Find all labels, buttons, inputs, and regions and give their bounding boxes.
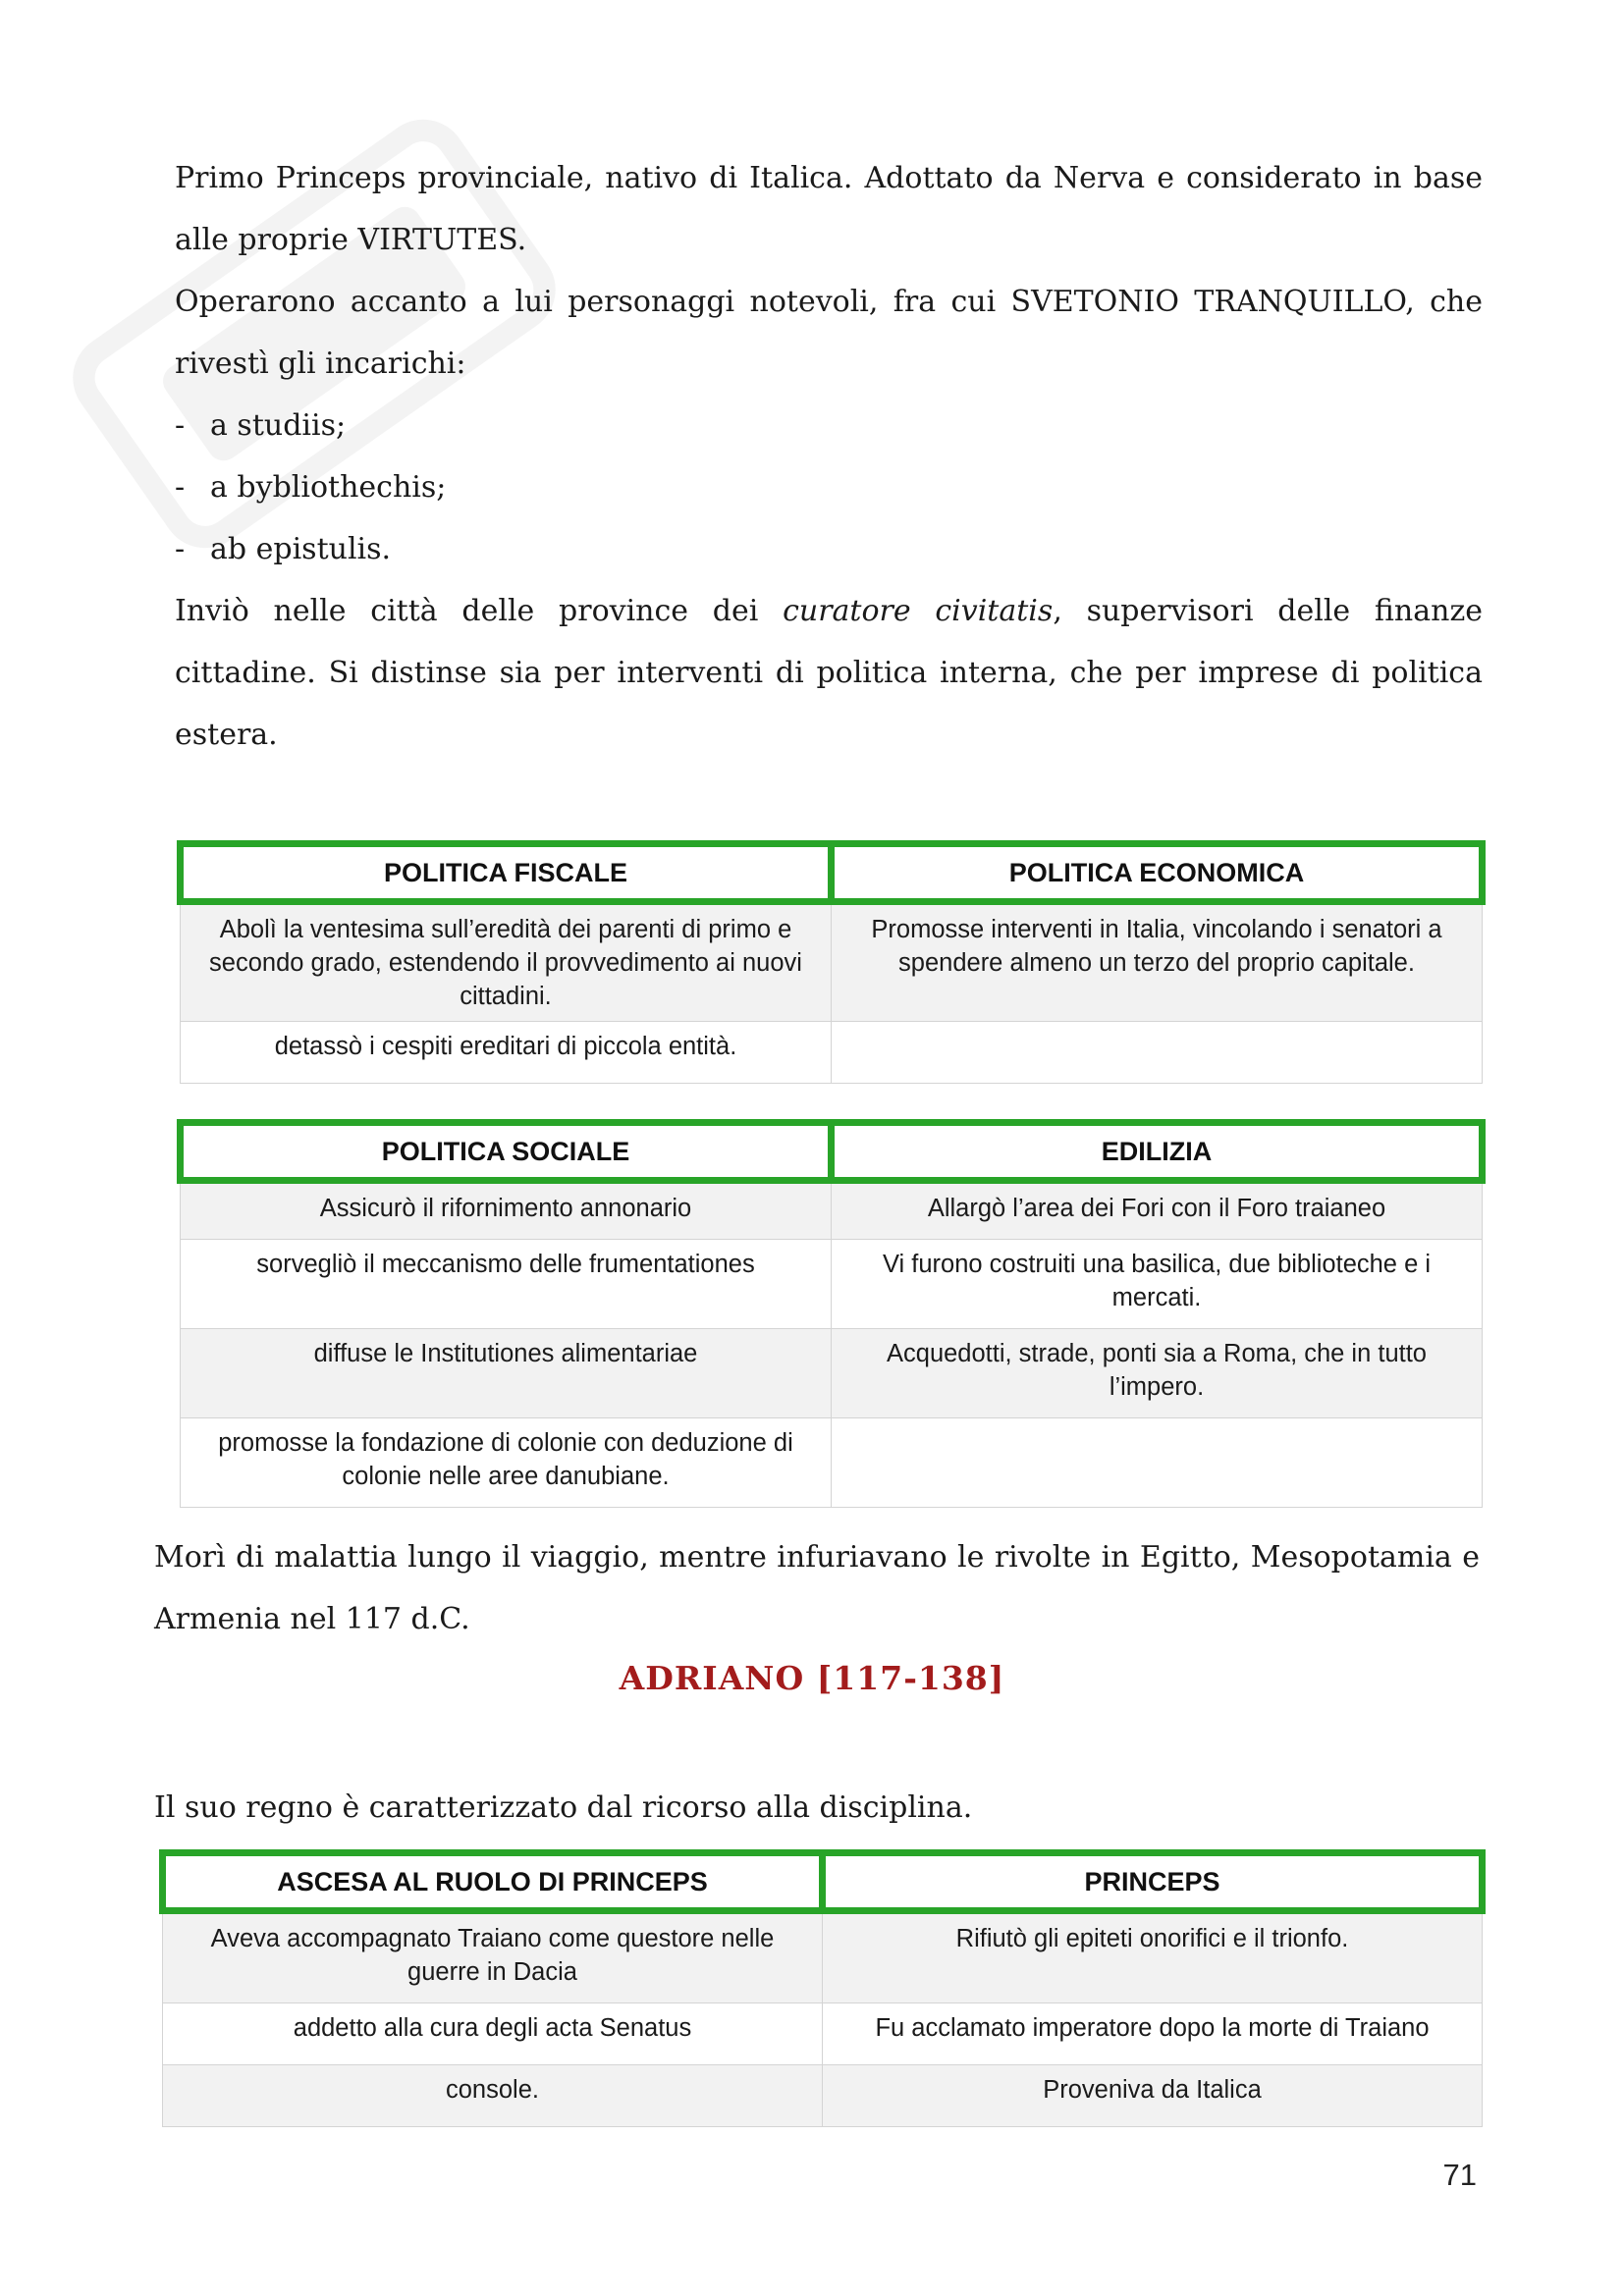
table-cell: sorvegliò il meccanismo delle frumentationes: [181, 1240, 832, 1329]
list-item: - a studiis;: [175, 395, 1483, 456]
table-row: [181, 1181, 1483, 1240]
table-cell: Acquedotti, strade, ponti sia a Roma, che in tutto l’impero.: [832, 1329, 1483, 1418]
italic-term: curatore civitatis: [783, 594, 1054, 628]
table-cell: Aveva accompagnato Traiano come questore nelle guerre in Dacia: [163, 1911, 823, 2003]
page-number: 71: [1442, 2158, 1477, 2192]
intro-paragraph-1: Primo Princeps provinciale, nativo di Italica. Adottato da Nerva e considerato in base alle proprie VIRTUTES.: [175, 161, 1483, 257]
table-row: [181, 1329, 1483, 1418]
table-cell: detassò i cespiti ereditari di piccola entità.: [181, 1022, 832, 1084]
intro-paragraph-2: Operarono accanto a lui personaggi notevoli, fra cui SVETONIO TRANQUILLO, che rivestì gli incarichi:: [175, 285, 1483, 381]
table-adriano: [159, 1849, 1486, 2127]
header-politica-sociale: POLITICA SOCIALE: [181, 1123, 832, 1181]
table-cell: promosse la fondazione di colonie con deduzione di colonie nelle aree danubiane.: [181, 1418, 832, 1508]
header-politica-economica: POLITICA ECONOMICA: [832, 844, 1483, 902]
office-list: [175, 395, 1483, 580]
table-row: [163, 2003, 1483, 2065]
intro-paragraph-3: Inviò nelle città delle province dei curatore civitatis, supervisori delle finanze cittadine. Si distinse sia per interventi di politica interna, che per imprese di politica estera.: [175, 594, 1483, 752]
adriano-intro: Il suo regno è caratterizzato dal ricorso alla disciplina.: [154, 1790, 973, 1825]
table-cell: addetto alla cura degli acta Senatus: [163, 2003, 823, 2065]
table-cell: [832, 1418, 1483, 1508]
table-cell: Assicurò il rifornimento annonario: [181, 1181, 832, 1240]
table-cell: Abolì la ventesima sull’eredità dei parenti di primo e secondo grado, estendendo il provvedimento ai nuovi cittadini.: [181, 902, 832, 1022]
list-item: - a bybliothechis;: [175, 456, 1483, 518]
header-ascesa: ASCESA AL RUOLO DI PRINCEPS: [163, 1853, 823, 1911]
table-row: [181, 1240, 1483, 1329]
header-princeps: PRINCEPS: [823, 1853, 1483, 1911]
header-edilizia: EDILIZIA: [832, 1123, 1483, 1181]
table-row: [181, 1418, 1483, 1508]
table-row: [181, 1022, 1483, 1084]
header-politica-fiscale: POLITICA FISCALE: [181, 844, 832, 902]
table-cell: Fu acclamato imperatore dopo la morte di Traiano: [823, 2003, 1483, 2065]
table-cell: [832, 1022, 1483, 1084]
table-traiano-sociale-edilizia: [177, 1119, 1486, 1508]
table-traiano-fiscale-economica: [177, 840, 1486, 1084]
table-cell: Rifiutò gli epiteti onorifici e il trionfo.: [823, 1911, 1483, 2003]
list-item: - ab epistulis.: [175, 518, 1483, 580]
table-cell: Allargò l’area dei Fori con il Foro traianeo: [832, 1181, 1483, 1240]
table-cell: Proveniva da Italica: [823, 2065, 1483, 2127]
closing-paragraph: Morì di malattia lungo il viaggio, mentre infuriavano le rivolte in Egitto, Mesopotamia e Armenia nel 117 d.C.: [154, 1540, 1480, 1636]
table-row: [181, 902, 1483, 1022]
table-row: [163, 1911, 1483, 2003]
table-cell: Promosse interventi in Italia, vincolando i senatori a spendere almeno un terzo del proprio capitale.: [832, 902, 1483, 1022]
intro-text: [175, 147, 1483, 766]
table-cell: console.: [163, 2065, 823, 2127]
section-heading: ADRIANO [117-138]: [619, 1659, 1005, 1697]
table-cell: diffuse le Institutiones alimentariae: [181, 1329, 832, 1418]
table-row: [163, 2065, 1483, 2127]
table-cell: Vi furono costruiti una basilica, due biblioteche e i mercati.: [832, 1240, 1483, 1329]
